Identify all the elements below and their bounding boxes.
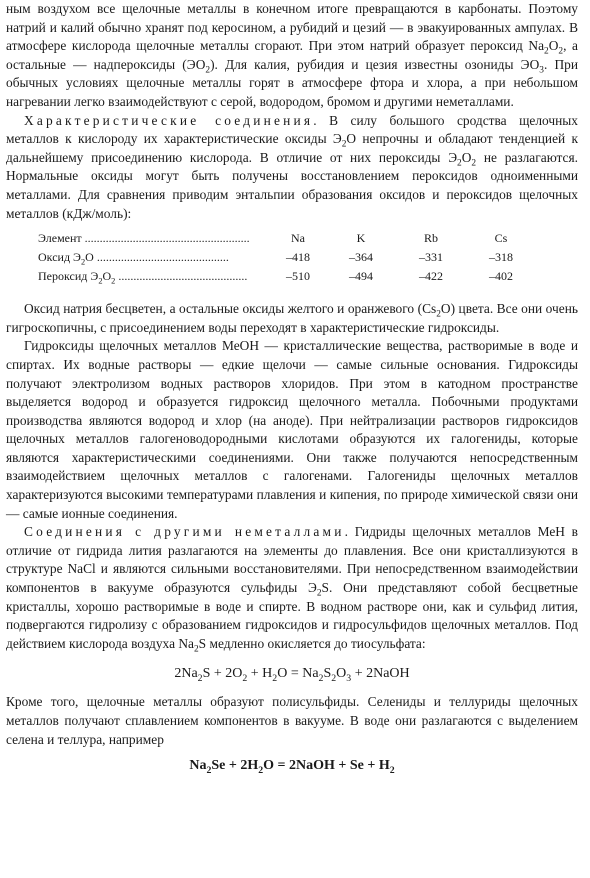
paragraph-polysulfides: Кроме того, щелочные металлы образуют полисульфиды. Селениды и теллуриды щелочных металлов получают сплавлением компонентов в вакууме. В воде они разлагаются с выделением селена и теллура, например: [6, 694, 578, 747]
table-cell: –422: [419, 269, 443, 284]
table-header-cell: K: [356, 231, 366, 246]
table-header-cell: Na: [291, 231, 305, 246]
table-header-cell: Cs: [494, 231, 508, 246]
table-cell: –402: [489, 269, 513, 284]
table-cell: –494: [349, 269, 373, 284]
enthalpy-table: [38, 229, 536, 286]
table-row: [38, 248, 536, 267]
table-row-label: Оксид $Э_2О$ ............................................: [38, 250, 229, 267]
table-header-cell: Rb: [423, 231, 438, 246]
table-header-row: [38, 229, 536, 248]
table-cell: –331: [419, 250, 443, 265]
equation-thiosulfate: $2Na_2S + 2O_2 + H_2O = Na_2S_2O_3$ + 2NaOH: [174, 666, 410, 685]
equation-selenide-hydrolysis: $Na_2Se + 2H_2O$ = 2NaOH + $Se + H_2$: [189, 758, 395, 776]
table-header-label: Элемент .......................................................: [38, 231, 250, 246]
paragraph-oxide-color: Оксид натрия бесцветен, а остальные оксиды желтого и оранжевого $(Cs_2O)$ цвета. Все они очень гигроскопичны, с присоединением воды переходят в характеристические гидроксиды.: [6, 301, 578, 335]
table-cell: –364: [349, 250, 373, 265]
table-row-label: Пероксид $Э_2O_2$ ...........................................: [38, 269, 248, 286]
paragraph-oxidation: ным воздухом все щелочные металлы в конечном итоге превращаются в карбонаты. Поэтому натрий и калий обычно хранят под керосином, а рубидий и цезий — в эвакуированных ампулах. В атмосфере кислорода щелочные металлы сгорают. При этом натрий образует пероксид $Na_2O_2$, а остальные — надпероксиды $(ЭО_2)$. Для калия, рубидия и цезия известны озониды $ЭО_3$. При обычных условиях щелочные металлы горят в атмосфере фтора и хлора, а при небольшом нагревании легко взаимодействуют с серой, водородом, бромом и другими неметаллами.: [6, 1, 579, 109]
table-cell: –418: [286, 250, 310, 265]
paragraph-characteristic-compounds: Характеристические соединения. В силу большого сродства щелочных металлов к кислороду их характеристические оксиды $Э_2О$ непрочны и обладают тенденцией к дальнейшему присоединению кислорода. В отличие от них пероксиды $Э_2O_2$ не разлагаются. Нормальные оксиды могут быть получены восстановлением пероксидов одноименными металлами. Для сравнения приводим энтальпии образования оксидов и пероксидов щелочных металлов (кДж/моль):: [6, 112, 578, 221]
table-cell: –510: [286, 269, 310, 284]
paragraph-hydroxides: Гидроксиды щелочных металлов МеОН — кристаллические вещества, растворимые в воде и спиртах. Их водные растворы — едкие щелочи — самые сильные основания. Гидроксиды получают электролизом водных растворов хлоридов. При этом в катодном пространстве выделяется водород и образуется гидроксид щелочного металла. Побочными продуктами производства являются водород и хлор (на аноде). При нейтрализации растворов гидроксидов щелочных металлов галогеноводородными кислотами образуются их галогениды, которые являются характеристическими соединениями. Они также получаются непосредственным взаимодействием щелочных металлов с галогенами. Галогениды щелочных металлов характеризуются высокими температурами плавления и кипения, по природе химической связи они — самые ионные соединения.: [6, 338, 578, 521]
table-row: [38, 267, 536, 286]
table-cell: –318: [489, 250, 513, 265]
paragraph-other-nonmetals: Соединения с другими неметаллами. Гидриды щелочных металлов МеН в отличие от гидрида лития разлагаются на элементы до плавления. Все они кристаллизуются в структуре NaCl и являются сильными восстановителями. При непосредственном взаимодействии компонентов в вакууме образуются сульфиды $Э_2S$. Они представляют собой бесцветные кристаллы, хорошо растворимые в воде и спирте. В водном растворе они, как и сульфид лития, подвергаются гидролизу с образованием гидроксидов и гидросульфидов щелочных металлов. Под действием кислорода воздуха $Na_2S$ медленно окисляется до тиосульфата:: [6, 524, 578, 655]
